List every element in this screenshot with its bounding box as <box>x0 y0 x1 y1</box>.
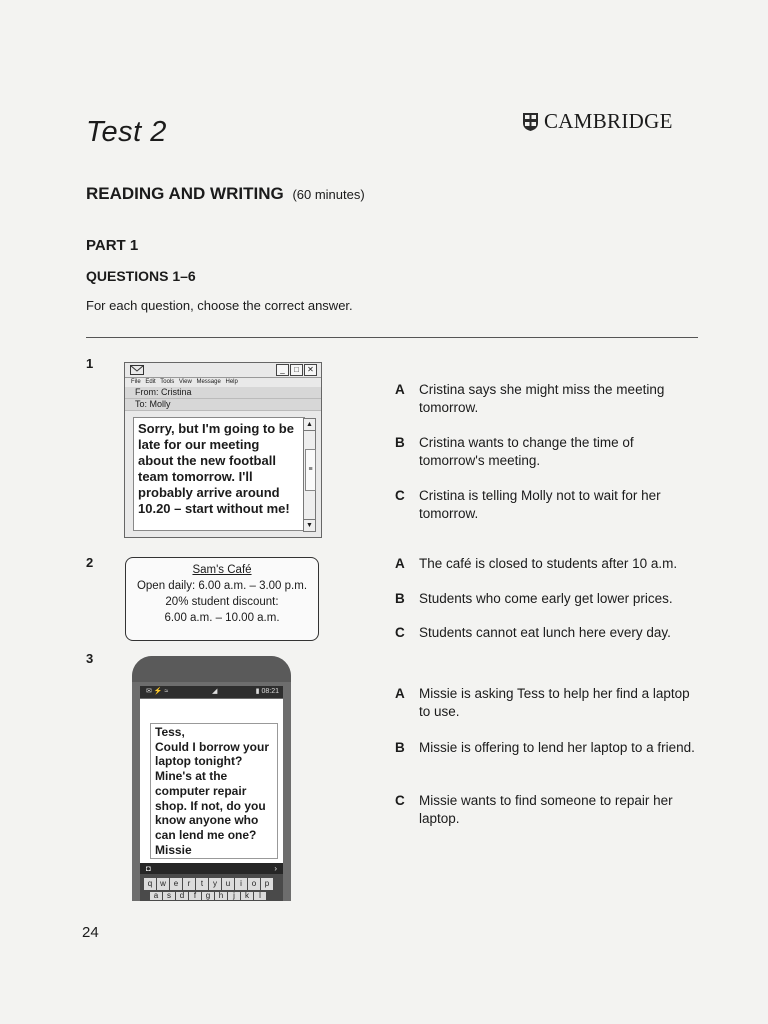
option-text: Missie is asking Tess to help her find a laptop to use. <box>419 686 690 719</box>
question-number-2: 2 <box>86 555 94 570</box>
cafe-sign <box>125 557 319 641</box>
minimize-icon: _ <box>276 364 289 376</box>
keyboard-key: s <box>163 892 175 900</box>
keyboard-key: a <box>150 892 162 900</box>
option-letter: C <box>395 625 405 640</box>
keyboard-key: p <box>261 878 273 890</box>
envelope-icon <box>130 365 144 375</box>
email-to: To: Molly <box>125 399 321 411</box>
keyboard-key: f <box>189 892 201 900</box>
q3-option-a <box>395 685 715 721</box>
q2-option-a <box>395 555 715 573</box>
camera-icon: ◘ <box>146 864 151 873</box>
option-letter: A <box>395 382 405 397</box>
question-number-1: 1 <box>86 356 94 371</box>
phone-illustration <box>132 656 291 901</box>
phone-time: ▮ 08:21 <box>255 688 279 695</box>
option-text: Students who come early get lower prices. <box>419 591 673 606</box>
q2-option-b <box>395 590 715 608</box>
q1-option-c <box>395 487 715 523</box>
phone-status-bar <box>140 686 283 698</box>
email-message: Sorry, but I'm going to be late for our meeting about the new football team tomorrow. I'll probably arrive around 10.20 – start without me! <box>138 421 294 516</box>
keyboard-key: e <box>170 878 182 890</box>
notification-icons: ✉ ⚡ ≈ <box>146 688 169 695</box>
q3-option-b <box>395 739 715 757</box>
keyboard-key: u <box>222 878 234 890</box>
email-window <box>124 362 322 538</box>
keyboard-row-1 <box>144 878 273 890</box>
keyboard-key: w <box>157 878 169 890</box>
email-scrollbar <box>303 418 316 532</box>
keyboard-key: h <box>215 892 227 900</box>
part-heading: PART 1 <box>86 237 139 254</box>
cafe-discount-hours: 6.00 a.m. – 10.00 a.m. <box>164 612 280 624</box>
option-letter: A <box>395 556 405 571</box>
q3-option-c <box>395 792 715 828</box>
publisher-name: CAMBRIDGE <box>544 109 673 133</box>
q1-option-a <box>395 381 715 417</box>
chevron-up-icon: ▲ <box>304 419 315 431</box>
section-duration: (60 minutes) <box>292 187 365 202</box>
email-from: From: Cristina <box>125 387 321 399</box>
keyboard-row-2 <box>150 892 266 900</box>
keyboard-key: g <box>202 892 214 900</box>
cambridge-logo <box>522 109 673 134</box>
test-title: Test 2 <box>86 116 167 148</box>
scroll-thumb: ≡ <box>305 449 316 491</box>
keyboard-key: i <box>235 878 247 890</box>
keyboard-key: r <box>183 878 195 890</box>
option-text: The café is closed to students after 10 a.m. <box>419 556 678 571</box>
cafe-discount: 20% student discount: <box>165 596 279 608</box>
keyboard-key: l <box>254 892 266 900</box>
maximize-icon: □ <box>290 364 303 376</box>
email-menu-bar: File Edit Tools View Message Help <box>131 379 238 385</box>
message-box <box>150 723 278 859</box>
email-titlebar <box>125 363 321 378</box>
page-number: 24 <box>82 924 99 941</box>
keyboard-key: t <box>196 878 208 890</box>
keyboard-key: k <box>241 892 253 900</box>
keyboard-key: q <box>144 878 156 890</box>
cafe-hours: Open daily: 6.00 a.m. – 3.00 p.m. <box>136 580 308 592</box>
questions-heading: QUESTIONS 1–6 <box>86 268 196 284</box>
keyboard-key: o <box>248 878 260 890</box>
divider <box>86 337 698 338</box>
cafe-name: Sam's Café <box>192 564 252 576</box>
section-title: READING AND WRITING <box>86 184 284 203</box>
option-text: Students cannot eat lunch here every day. <box>419 625 671 640</box>
send-icon: › <box>274 864 277 873</box>
chevron-down-icon: ▼ <box>304 519 315 531</box>
option-letter: B <box>395 435 405 450</box>
option-text: Cristina wants to change the time of tomorrow's meeting. <box>419 435 634 468</box>
option-letter: C <box>395 793 405 808</box>
q1-option-b <box>395 434 715 470</box>
text-message: Tess, Could I borrow your laptop tonight? Mine's at the computer repair shop. If not, do you know anyone who can lend me one? Missie <box>155 725 269 857</box>
phone-input-bar <box>140 863 283 874</box>
q2-option-c <box>395 624 715 642</box>
keyboard-key: d <box>176 892 188 900</box>
option-letter: A <box>395 686 405 701</box>
window-controls <box>276 364 317 376</box>
option-text: Missie is offering to lend her laptop to a friend. <box>419 740 695 755</box>
option-letter: C <box>395 488 405 503</box>
keyboard-key: y <box>209 878 221 890</box>
instruction-text: For each question, choose the correct answer. <box>86 298 353 313</box>
close-icon: ✕ <box>304 364 317 376</box>
signal-icon: ◢ <box>212 688 218 695</box>
keyboard-key: j <box>228 892 240 900</box>
section-heading <box>86 184 365 204</box>
option-text: Cristina says she might miss the meeting tomorrow. <box>419 382 665 415</box>
phone-keyboard <box>140 874 283 901</box>
email-body <box>133 417 313 531</box>
option-text: Missie wants to find someone to repair her laptop. <box>419 793 673 826</box>
shield-icon <box>522 112 539 132</box>
option-text: Cristina is telling Molly not to wait for her tomorrow. <box>419 488 661 521</box>
question-number-3: 3 <box>86 651 94 666</box>
option-letter: B <box>395 591 405 606</box>
phone-top-bezel <box>132 656 291 682</box>
option-letter: B <box>395 740 405 755</box>
phone-screen <box>140 699 283 863</box>
